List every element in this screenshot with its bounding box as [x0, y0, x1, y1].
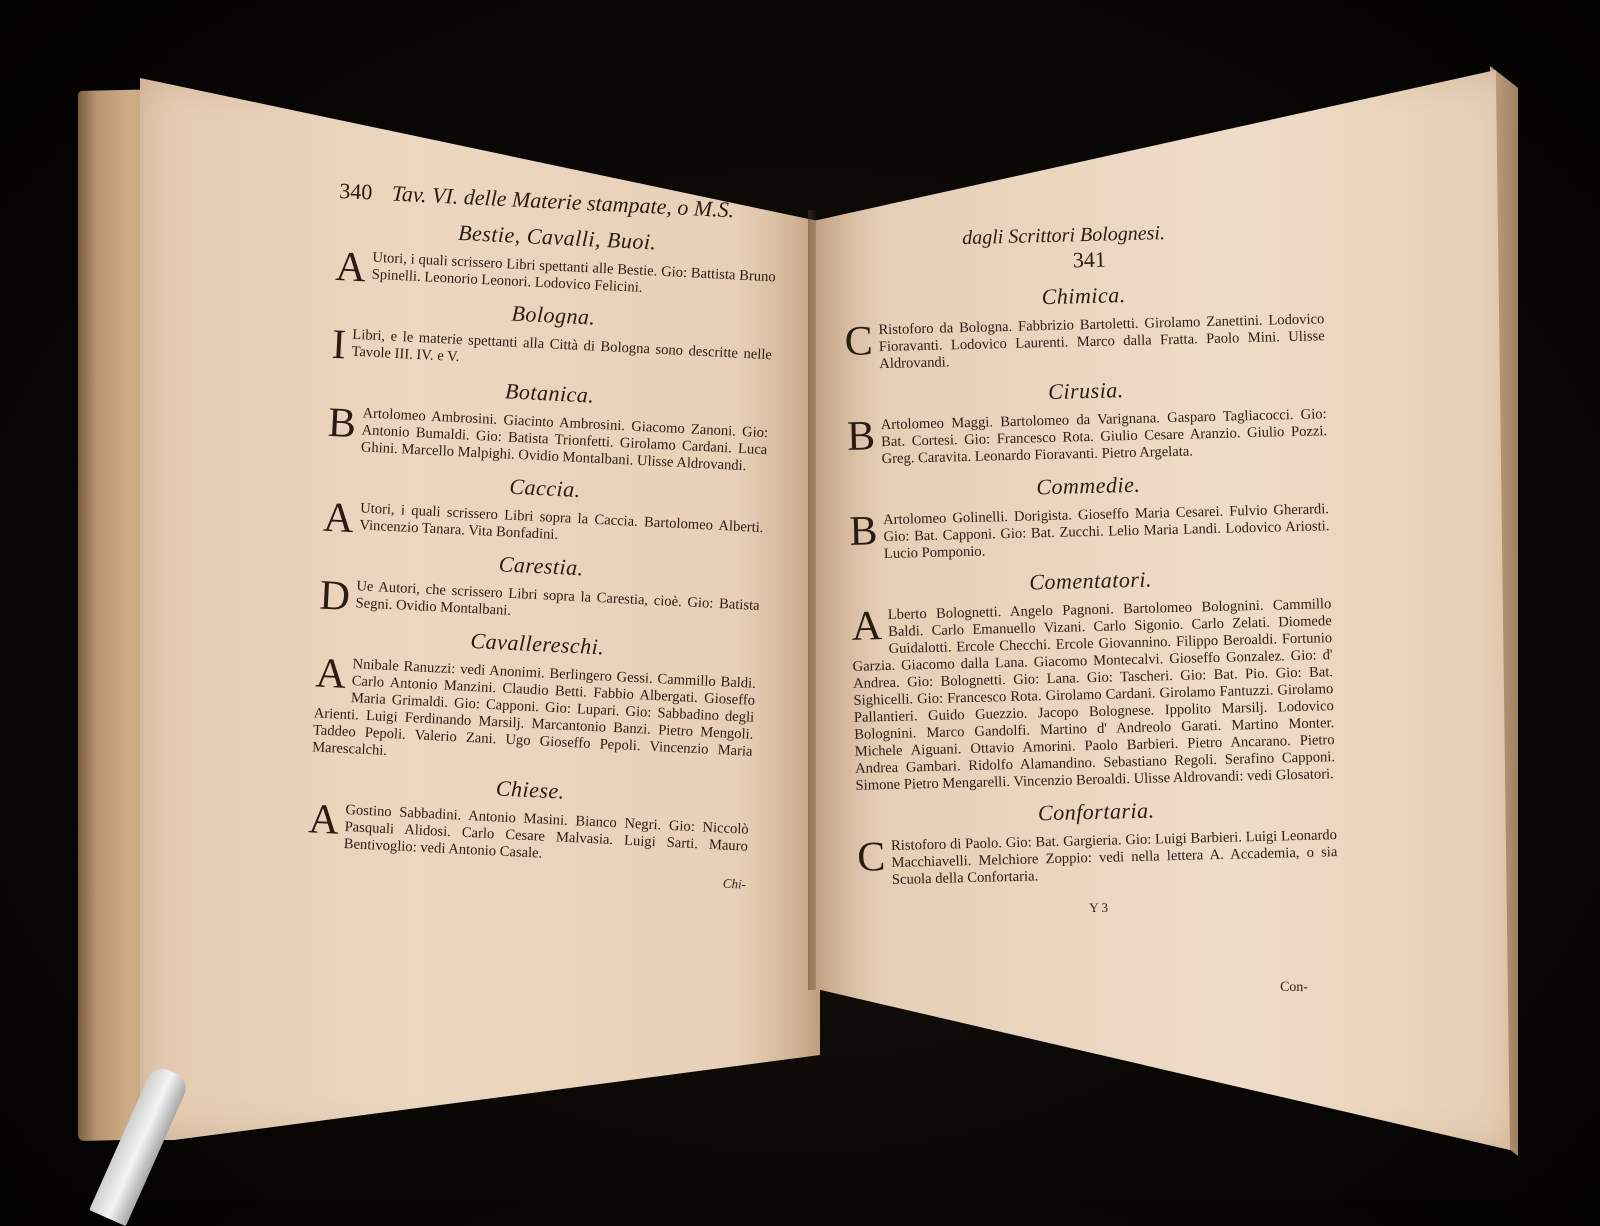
left-running-head-title: Tav. VI. delle Materie stampate, o M.S. — [391, 180, 735, 223]
section — [331, 292, 774, 381]
section — [848, 467, 1330, 564]
left-catchword: Chi- — [722, 875, 747, 892]
dropcap: B — [848, 508, 878, 555]
dropcap: B — [846, 413, 876, 460]
dropcap: C — [844, 318, 874, 365]
section-title: Bestie, Cavalli, Buoi. — [457, 219, 658, 255]
section-entry — [844, 311, 1325, 374]
entry-text: Utori, i quali scrissero Libri spettanti alle Bestie. Gio: Battista Bruno Spinelli. Leonorio Leonori. Lodovico Felicini. — [371, 249, 777, 296]
entry-text: Artolomeo Ambrosini. Giacinto Ambrosini. Giacomo Zanoni. Gio: Antonio Bumaldi. Gio: Batista Trionfetti. Girolamo Cardani. Luca Ghini. Marcello Malpighi. Ovidio Montalbani. Ulisse Aldrovandi. — [360, 405, 769, 475]
section-entry — [326, 399, 769, 476]
dropcap: A — [322, 494, 355, 543]
gutter — [808, 210, 816, 990]
section — [846, 372, 1328, 469]
section-entry — [849, 501, 1330, 564]
section — [307, 766, 751, 872]
section-title: Carestia. — [498, 551, 585, 581]
section-entry — [851, 596, 1335, 795]
section-entry — [847, 406, 1328, 469]
entry-text: Artolomeo Golinelli. Dorigista. Gioseffo Maria Cesarei. Fulvio Gherardi. Gio: Bat. Capponi. Gio: Bat. Zucchi. Lelio Maria Landi. Lodovico Ariosti. Lucio Pomponio. — [882, 501, 1330, 563]
dropcap: I — [330, 321, 347, 369]
right-running-head — [962, 218, 1323, 276]
entry-text: Nnibale Ranuzzi: vedi Anonimi. Berlingero Gessi. Cammillo Baldi. Carlo Antonio Manzini. Claudio Betti. Fabbio Albergati. Gioseffo Maria Grimaldi. Gio: Capponi. Gio: Lupari. Gio: Sabbadino degli Arienti. Luigi Ferdinando Marsilj. Marcantonio Banzi. Pietro Mengoli. Taddeo Pepoli. Valerio Zani. Ugo Gioseffo Pepoli. Vincenzio Maria Marescalchi. — [311, 656, 757, 760]
section-title: Chimica. — [1041, 282, 1126, 310]
entry-text: Lberto Bolognetti. Angelo Pagnoni. Bartolomeo Bolognini. Cammillo Baldi. Carlo Emanuello Vizani. Carlo Sigonio. Carlo Zelati. Diomede Guidalotti. Ercole Checchi. Ercole Giovannino. Filippo Beroaldi. Fortunio Garzia. Giacomo dalla Lana. Giacomo Montecalvi. Gioseffo Gonzalez. Gio: d' Andrea. Gio: Bolognetti. Gio: Lana. Gio: Tascheri. Gio: Bat. Pio. Gio: Bat. Sighicelli. Gio: Francesco Rota. Girolamo Cardani. Girolamo Fantuzzi. Girolamo Pallantieri. Guido Guezzio. Jacopo Bolognese. Ippolito Marsilj. Lodovico Bolognini. Marco Gandolfi. Martino d' Andreolo Garati. Martino Monter. Michele Aiguani. Ottavio Amorini. Paolo Barbieri. Pietro Ancarano. Pietro Andrea Gambari. Ridolfo Alamandino. Sebastiano Regoli. Serafino Capponi. Simone Pietro Mengarelli. Vincenzio Beroaldi. Ulisse Aldrovandi: vedi Glosatori. — [852, 596, 1336, 794]
section-entry — [857, 827, 1338, 890]
section-title: Botanica. — [504, 378, 596, 408]
section — [319, 543, 762, 632]
dropcap: C — [856, 834, 886, 881]
section-title: Confortaria. — [1037, 797, 1155, 826]
entry-text: Ristoforo da Bologna. Fabbrizio Bartoletti. Girolamo Zanettini. Lodovico Fioravanti. Lodovico Laurenti. Marco dalla Fratta. Paolo Mini. Ulisse Aldrovandi. — [878, 311, 1325, 373]
section-title: Bologna. — [510, 300, 597, 330]
entry-text: Ue Autori, che scrissero Libri sopra la Carestia, cioè. Gio: Batista Segni. Ovidio Montalbani. — [355, 578, 760, 619]
section-title: Cavallereschi. — [470, 627, 605, 660]
section — [312, 620, 758, 777]
right-page-text — [842, 218, 1339, 922]
dropcap: A — [851, 603, 883, 650]
right-running-head-title: dagli Scrittori Bolognesi. — [961, 222, 1166, 250]
dropcap: A — [334, 243, 368, 292]
dropcap: B — [326, 399, 358, 448]
dropcap: A — [314, 650, 348, 698]
section — [323, 465, 766, 554]
section-title: Comentatori. — [1028, 566, 1153, 595]
signature-mark: Y 3 — [1089, 899, 1109, 916]
right-page-number: 341 — [1072, 246, 1107, 273]
section — [335, 214, 778, 303]
section-title: Chiese. — [495, 775, 566, 804]
section — [326, 370, 770, 476]
left-page-number: 340 — [338, 178, 373, 205]
entry-text: Ristoforo di Paolo. Gio: Bat. Gargieria. Gio: Luigi Barbieri. Luigi Leonardo Macchiavelli. Melchiore Zoppio: vedi nella lettera A. Accademia, o sia Scuola della Confortaria. — [890, 827, 1338, 888]
section — [843, 277, 1325, 374]
entry-text: Utori, i quali scrissero Libri sopra la Caccia. Bartolomeo Alberti. Vincenzio Tanara. Vita Bonfadini. — [359, 500, 764, 544]
section-title: Caccia. — [508, 473, 582, 503]
entry-text: Gostino Sabbadini. Antonio Masini. Bianco Negri. Gio: Niccolò Pasquali Alidosi. Carlo Cesare Malvasia. Luigi Sarti. Mauro Bentivoglio: vedi Antonio Casale. — [343, 802, 750, 862]
left-page-text — [306, 178, 779, 893]
entry-text: Artolomeo Maggi. Bartolomeo da Varignana. Gasparo Tagliacocci. Gio: Bat. Cortesi. Gio: Francesco Rota. Giulio Cesare Aranzio. Giulio Pozzi. Greg. Caravita. Leonardo Fioravanti. Pietro Argelata. — [880, 406, 1328, 468]
section — [856, 793, 1338, 890]
section-entry — [311, 650, 757, 777]
section-title: Cirusia. — [1047, 377, 1125, 405]
dropcap: D — [318, 572, 352, 620]
entry-text: Libri, e le materie spettanti alla Città di Bologna sono descritte nelle Tavole III. IV. e V. — [351, 326, 773, 366]
section-title: Commedie. — [1035, 471, 1141, 500]
right-catchword: Con- — [1279, 979, 1309, 996]
dropcap: A — [307, 796, 341, 844]
section — [850, 562, 1335, 795]
